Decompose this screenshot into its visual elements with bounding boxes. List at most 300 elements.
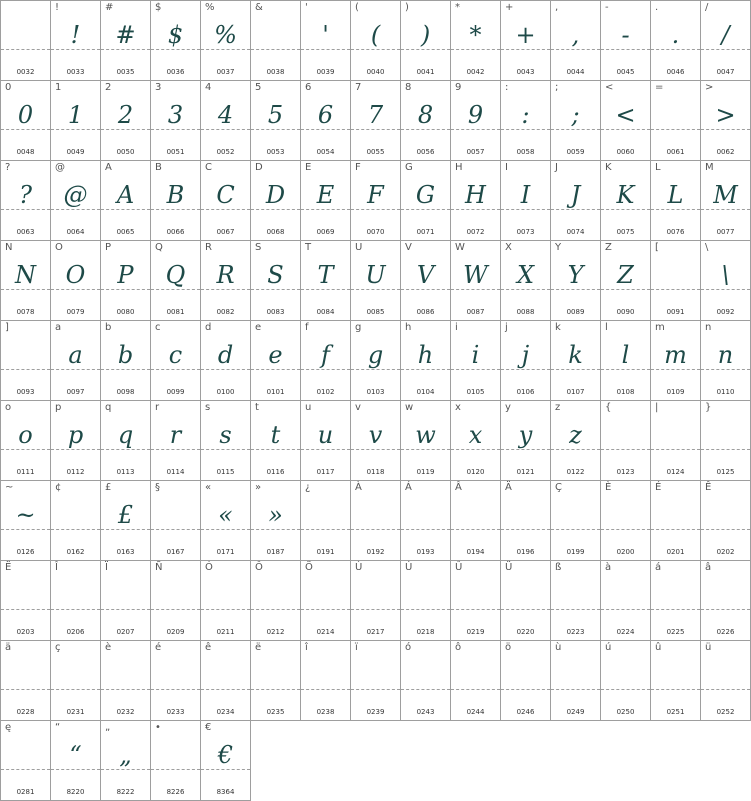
glyph-code: 0082 (216, 308, 235, 316)
glyph-reference-char: q (105, 402, 112, 413)
glyph-code: 0053 (266, 148, 285, 156)
glyph-sample: $ (167, 21, 184, 49)
glyph-cell (351, 81, 401, 161)
glyph-code: 0233 (166, 708, 185, 716)
glyph-reference-char: ú (605, 642, 612, 653)
baseline-guide (651, 449, 700, 450)
glyph-sample: 0 (17, 101, 34, 129)
glyph-reference-char: D (255, 162, 263, 173)
glyph-reference-char: ê (205, 642, 212, 653)
glyph-code: 0073 (516, 228, 535, 236)
baseline-guide (1, 609, 50, 610)
glyph-cell (501, 481, 551, 561)
glyph-reference-char: Ù (355, 562, 363, 573)
glyph-reference-char: ß (555, 562, 562, 573)
glyph-code: 0249 (566, 708, 585, 716)
glyph-cell (101, 161, 151, 241)
glyph-code: 0115 (216, 468, 235, 476)
glyph-cell (301, 81, 351, 161)
baseline-guide (151, 529, 200, 530)
baseline-guide (451, 609, 500, 610)
glyph-reference-char: ï (355, 642, 358, 653)
glyph-code: 0056 (416, 148, 435, 156)
glyph-cell (251, 561, 301, 641)
glyph-reference-char: Ú (405, 562, 413, 573)
glyph-reference-char: \ (705, 242, 709, 253)
glyph-cell (1, 241, 51, 321)
glyph-sample: L (667, 181, 684, 209)
glyph-cell (451, 641, 501, 721)
glyph-code: 8220 (66, 788, 85, 796)
glyph-cell (101, 721, 151, 801)
glyph-cell (301, 161, 351, 241)
glyph-cell (551, 161, 601, 241)
glyph-cell (651, 1, 701, 81)
glyph-reference-char: „ (105, 722, 111, 733)
glyph-code: 0075 (616, 228, 635, 236)
glyph-reference-char: 2 (105, 82, 112, 93)
glyph-sample: k (568, 341, 583, 369)
glyph-code: 0037 (216, 68, 235, 76)
glyph-code: 0252 (716, 708, 735, 716)
glyph-cell (101, 481, 151, 561)
glyph-reference-char: T (305, 242, 312, 253)
glyph-cell (401, 481, 451, 561)
glyph-sample: % (214, 21, 237, 49)
glyph-reference-char: | (655, 402, 659, 413)
glyph-code: 0251 (666, 708, 685, 716)
glyph-reference-char: • (155, 722, 161, 733)
glyph-reference-char: ¿ (305, 482, 311, 493)
glyph-code: 0048 (16, 148, 35, 156)
glyph-cell (551, 561, 601, 641)
glyph-reference-char: x (455, 402, 461, 413)
glyph-reference-char: ¢ (55, 482, 62, 493)
baseline-guide (301, 689, 350, 690)
glyph-reference-char: p (55, 402, 62, 413)
glyph-reference-char: â (705, 562, 712, 573)
glyph-reference-char: 3 (155, 82, 162, 93)
glyph-reference-char: ( (355, 2, 359, 13)
glyph-cell (601, 561, 651, 641)
glyph-cell (701, 1, 751, 81)
glyph-reference-char: î (305, 642, 308, 653)
glyph-code: 0123 (616, 468, 635, 476)
glyph-reference-char: S (255, 242, 262, 253)
glyph-cell (601, 481, 651, 561)
glyph-reference-char: Â (455, 482, 462, 493)
glyph-cell (101, 641, 151, 721)
glyph-cell (301, 641, 351, 721)
glyph-sample: 1 (67, 101, 84, 129)
glyph-reference-char: € (205, 722, 212, 733)
glyph-code: 0239 (366, 708, 385, 716)
glyph-code: 0089 (566, 308, 585, 316)
glyph-sample: w (415, 421, 436, 449)
glyph-reference-char: è (105, 642, 112, 653)
glyph-sample: i (471, 341, 480, 369)
baseline-guide (251, 689, 300, 690)
glyph-code: 0067 (216, 228, 235, 236)
glyph-reference-char: û (655, 642, 662, 653)
glyph-reference-char: P (105, 242, 112, 253)
glyph-code: 0192 (366, 548, 385, 556)
glyph-sample: m (664, 341, 687, 369)
glyph-sample: Q (165, 261, 186, 289)
glyph-sample: o (18, 421, 33, 449)
glyph-code: 0079 (66, 308, 85, 316)
glyph-cell (51, 1, 101, 81)
glyph-reference-char: ~ (5, 482, 14, 493)
glyph-code: 0246 (516, 708, 535, 716)
glyph-code: 0243 (416, 708, 435, 716)
glyph-sample: a (68, 341, 83, 369)
glyph-code: 0193 (416, 548, 435, 556)
glyph-cell (101, 1, 151, 81)
glyph-reference-char: a (55, 322, 62, 333)
glyph-cell (301, 561, 351, 641)
glyph-cell (101, 321, 151, 401)
glyph-code: 0109 (666, 388, 685, 396)
glyph-sample: D (265, 181, 286, 209)
glyph-code: 0106 (516, 388, 535, 396)
glyph-reference-char: à (605, 562, 612, 573)
glyph-cell (151, 241, 201, 321)
glyph-cell (651, 81, 701, 161)
glyph-cell (251, 241, 301, 321)
glyph-sample: W (463, 261, 488, 289)
glyph-reference-char: é (155, 642, 162, 653)
glyph-reference-char: h (405, 322, 412, 333)
glyph-code: 0214 (316, 628, 335, 636)
glyph-reference-char: * (455, 2, 460, 13)
glyph-sample: 2 (117, 101, 134, 129)
glyph-code: 0068 (266, 228, 285, 236)
glyph-code: 0212 (266, 628, 285, 636)
baseline-guide (451, 689, 500, 690)
glyph-reference-char: , (555, 2, 559, 13)
glyph-cell (151, 641, 201, 721)
glyph-sample: q (117, 421, 134, 449)
glyph-sample: * (469, 21, 482, 49)
baseline-guide (651, 529, 700, 530)
baseline-guide (151, 689, 200, 690)
glyph-sample: » (268, 501, 283, 529)
glyph-code: 0116 (266, 468, 285, 476)
glyph-sample: U (365, 261, 386, 289)
glyph-reference-char: ' (305, 2, 308, 13)
glyph-cell (1, 321, 51, 401)
glyph-reference-char: / (705, 2, 709, 13)
glyph-cell (51, 401, 101, 481)
glyph-code: 0126 (16, 548, 35, 556)
glyph-code: 0084 (316, 308, 335, 316)
baseline-guide (651, 689, 700, 690)
glyph-reference-char: É (655, 482, 662, 493)
glyph-cell (151, 721, 201, 801)
glyph-sample: “ (69, 741, 82, 769)
glyph-cell (1, 161, 51, 241)
baseline-guide (401, 609, 450, 610)
glyph-cell (151, 481, 201, 561)
glyph-cell (451, 561, 501, 641)
glyph-code: 0036 (166, 68, 185, 76)
glyph-reference-char: ë (255, 642, 262, 653)
glyph-reference-char: < (605, 82, 614, 93)
baseline-guide (451, 529, 500, 530)
baseline-guide (351, 689, 400, 690)
glyph-code: 0047 (716, 68, 735, 76)
glyph-cell (51, 321, 101, 401)
glyph-cell (201, 81, 251, 161)
glyph-cell (251, 1, 301, 81)
glyph-cell (301, 481, 351, 561)
glyph-cell (651, 401, 701, 481)
glyph-sample: v (368, 421, 383, 449)
glyph-code: 0104 (416, 388, 435, 396)
baseline-guide (251, 49, 300, 50)
glyph-cell (401, 241, 451, 321)
glyph-reference-char: H (455, 162, 463, 173)
glyph-reference-char: c (155, 322, 161, 333)
glyph-cell (601, 321, 651, 401)
glyph-cell (51, 641, 101, 721)
glyph-sample: X (516, 261, 535, 289)
glyph-reference-char: k (555, 322, 561, 333)
glyph-cell (551, 321, 601, 401)
glyph-cell (651, 161, 701, 241)
glyph-code: 0035 (116, 68, 135, 76)
glyph-cell (501, 401, 551, 481)
glyph-sample: T (317, 261, 334, 289)
baseline-guide (51, 609, 100, 610)
glyph-cell (701, 161, 751, 241)
glyph-reference-char: ] (5, 322, 9, 333)
glyph-sample: d (217, 341, 234, 369)
glyph-cell (151, 401, 201, 481)
glyph-sample: 9 (467, 101, 484, 129)
glyph-sample: S (267, 261, 284, 289)
glyph-sample: Y (567, 261, 584, 289)
glyph-cell (51, 561, 101, 641)
glyph-code: 0062 (716, 148, 735, 156)
baseline-guide (401, 529, 450, 530)
glyph-sample: @ (63, 181, 88, 209)
glyph-cell (151, 321, 201, 401)
glyph-cell (101, 401, 151, 481)
glyph-reference-char: ä (5, 642, 12, 653)
glyph-cell (451, 401, 501, 481)
glyph-sample: f (321, 341, 330, 369)
glyph-cell (701, 561, 751, 641)
glyph-cell (501, 1, 551, 81)
glyph-reference-char: W (455, 242, 465, 253)
glyph-cell (1, 1, 51, 81)
baseline-guide (301, 609, 350, 610)
glyph-cell (401, 81, 451, 161)
glyph-reference-char: ô (455, 642, 462, 653)
glyph-cell (701, 641, 751, 721)
glyph-sample: ) (420, 21, 431, 49)
glyph-cell (651, 321, 701, 401)
glyph-cell (351, 321, 401, 401)
glyph-reference-char: È (605, 482, 612, 493)
glyph-code: 0092 (716, 308, 735, 316)
glyph-cell (1, 481, 51, 561)
glyph-cell (401, 1, 451, 81)
glyph-cell (151, 1, 201, 81)
glyph-code: 0238 (316, 708, 335, 716)
glyph-cell (151, 81, 201, 161)
glyph-reference-char: 4 (205, 82, 212, 93)
glyph-reference-char: Ñ (155, 562, 163, 573)
glyph-code: 0119 (416, 468, 435, 476)
baseline-guide (1, 369, 50, 370)
glyph-sample: . (671, 21, 680, 49)
baseline-guide (701, 609, 750, 610)
glyph-code: 0203 (16, 628, 35, 636)
glyph-sample: O (65, 261, 86, 289)
glyph-cell (501, 161, 551, 241)
baseline-guide (1, 689, 50, 690)
glyph-code: 0224 (616, 628, 635, 636)
glyph-cell (651, 241, 701, 321)
glyph-reference-char: b (105, 322, 112, 333)
glyph-reference-char: Z (605, 242, 612, 253)
glyph-reference-char: 0 (5, 82, 12, 93)
glyph-code: 0105 (466, 388, 485, 396)
glyph-sample: z (569, 421, 582, 449)
glyph-reference-char: N (5, 242, 13, 253)
glyph-reference-char: z (555, 402, 561, 413)
glyph-code: 0040 (366, 68, 385, 76)
glyph-reference-char: « (205, 482, 212, 493)
glyph-sample: R (216, 261, 235, 289)
glyph-reference-char: Ô (255, 562, 263, 573)
glyph-reference-char: 8 (405, 82, 412, 93)
glyph-sample: p (67, 421, 84, 449)
glyph-cell (1, 561, 51, 641)
glyph-sample: F (367, 181, 384, 209)
glyph-cell (401, 401, 451, 481)
glyph-cell (251, 481, 301, 561)
glyph-sample: ' (322, 21, 329, 49)
glyph-reference-char: V (405, 242, 412, 253)
glyph-code: 0054 (316, 148, 335, 156)
glyph-sample: V (416, 261, 435, 289)
glyph-sample: ~ (15, 501, 36, 529)
glyph-reference-char: Ö (305, 562, 313, 573)
glyph-code: 0200 (616, 548, 635, 556)
glyph-code: 0191 (316, 548, 335, 556)
glyph-cell (1, 81, 51, 161)
baseline-guide (501, 609, 550, 610)
glyph-code: 0063 (16, 228, 35, 236)
glyph-reference-char: 7 (355, 82, 362, 93)
glyph-code: 0042 (466, 68, 485, 76)
glyph-cell (101, 561, 151, 641)
glyph-cell (351, 401, 401, 481)
glyph-code: 0077 (716, 228, 735, 236)
glyph-sample: r (169, 421, 182, 449)
glyph-reference-char: i (455, 322, 458, 333)
glyph-code: 0069 (316, 228, 335, 236)
glyph-sample: ! (70, 21, 81, 49)
glyph-reference-char: t (255, 402, 259, 413)
glyph-code: 0199 (566, 548, 585, 556)
baseline-guide (101, 689, 150, 690)
glyph-cell (651, 561, 701, 641)
baseline-guide (101, 609, 150, 610)
glyph-reference-char: . (655, 2, 659, 13)
glyph-cell (351, 161, 401, 241)
glyph-code: 0088 (516, 308, 535, 316)
glyph-reference-char: d (205, 322, 212, 333)
glyph-reference-char: Ê (705, 482, 712, 493)
glyph-sample: + (515, 21, 536, 49)
glyph-reference-char: Q (155, 242, 163, 253)
glyph-cell (1, 721, 51, 801)
glyph-reference-char: 5 (255, 82, 262, 93)
glyph-code: 0080 (116, 308, 135, 316)
glyph-reference-char: Î (55, 562, 58, 573)
glyph-sample: c (168, 341, 183, 369)
glyph-reference-char: » (255, 482, 262, 493)
glyph-code: 0087 (466, 308, 485, 316)
glyph-code: 0228 (16, 708, 35, 716)
glyph-reference-char: M (705, 162, 714, 173)
glyph-cell (401, 161, 451, 241)
glyph-reference-char: I (505, 162, 508, 173)
glyph-reference-char: Á (405, 482, 412, 493)
glyph-reference-char: X (505, 242, 512, 253)
glyph-sample: € (217, 741, 234, 769)
glyph-cell (151, 161, 201, 241)
glyph-cell (301, 321, 351, 401)
glyph-cell (601, 81, 651, 161)
glyph-cell (451, 241, 501, 321)
glyph-sample: 7 (367, 101, 384, 129)
glyph-cell (601, 1, 651, 81)
glyph-code: 0167 (166, 548, 185, 556)
glyph-reference-char: Ä (505, 482, 512, 493)
glyph-reference-char: G (405, 162, 413, 173)
glyph-code: 0039 (316, 68, 335, 76)
glyph-code: 0070 (366, 228, 385, 236)
glyph-reference-char: ? (5, 162, 11, 173)
glyph-reference-char: w (405, 402, 414, 413)
glyph-code: 0061 (666, 148, 685, 156)
glyph-reference-char: A (105, 162, 112, 173)
glyph-code: 0107 (566, 388, 585, 396)
glyph-reference-char: ó (405, 642, 412, 653)
baseline-guide (601, 609, 650, 610)
baseline-guide (351, 529, 400, 530)
glyph-sample: ; (571, 101, 580, 129)
glyph-sample: s (219, 421, 232, 449)
glyph-code: 0051 (166, 148, 185, 156)
glyph-reference-char: Ç (555, 482, 562, 493)
glyph-cell (601, 641, 651, 721)
baseline-guide (51, 529, 100, 530)
glyph-reference-char: g (355, 322, 362, 333)
glyph-cell (401, 321, 451, 401)
glyph-code: 0090 (616, 308, 635, 316)
glyph-cell (251, 161, 301, 241)
glyph-reference-char: ö (505, 642, 512, 653)
glyph-sample: « (218, 501, 233, 529)
glyph-reference-char: m (655, 322, 665, 333)
